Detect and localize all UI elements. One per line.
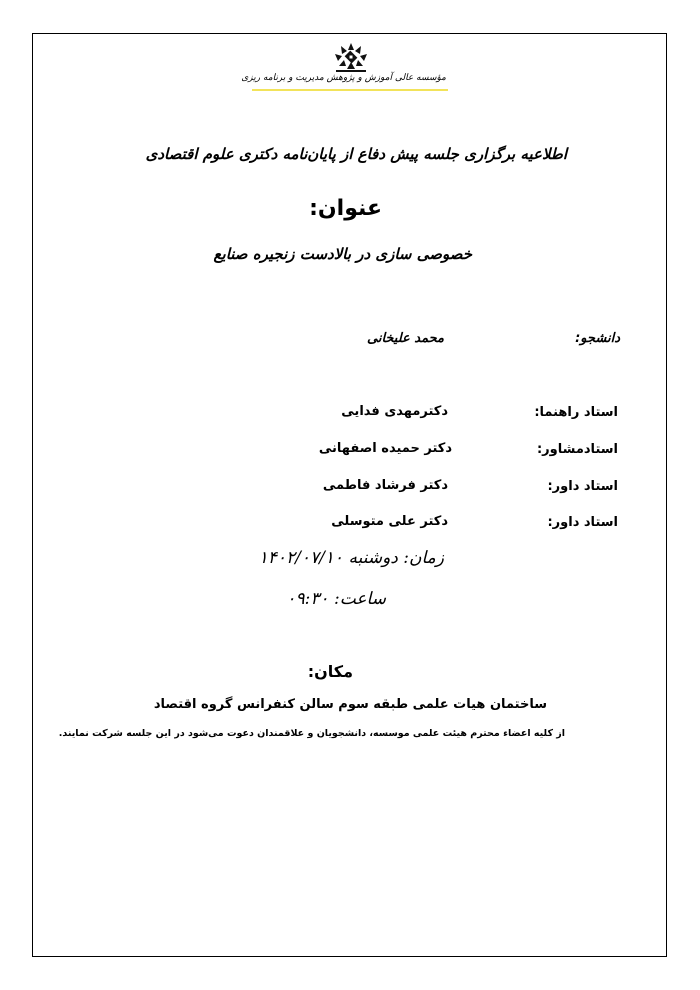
supervisor-label: استاد راهنما: <box>534 405 618 420</box>
examiner-2-label: استاد داور: <box>547 515 618 530</box>
advisor-label: استادمشاور: <box>536 442 618 457</box>
page-border <box>32 33 667 957</box>
thesis-title: خصوصی سازی در بالادست زنجیره صنایع <box>213 245 472 263</box>
examiner-1-label: استاد داور: <box>547 479 618 494</box>
logo-underline <box>252 89 448 91</box>
venue-label: مکان: <box>307 662 353 681</box>
announcement-headline: اطلاعیه برگزاری جلسه پیش دفاع از پایان‌نامه دکتری علوم اقتصادی <box>145 145 567 163</box>
student-name: محمد علیخانی <box>366 331 444 346</box>
institute-name: مؤسسه عالی آموزش و پژوهش مدیریت و برنامه ریزی <box>241 73 446 83</box>
venue-place: ساختمان هیات علمی طبقه سوم سالن کنفرانس گروه اقتصاد <box>153 697 547 712</box>
defense-time: ساعت: ۰۹:۳۰ <box>286 589 386 609</box>
advisor-name: دکتر حمیده اصفهانی <box>318 441 452 456</box>
student-label: دانشجو: <box>575 331 620 346</box>
institute-emblem-icon <box>332 42 370 74</box>
invitation-note: از کلیه اعضاء محترم هیئت علمی موسسه، دانشجویان و علاقمندان دعوت می‌شود در این جلسه شرکت نمایند. <box>58 728 565 739</box>
examiner-1-name: دکتر فرشاد فاطمی <box>322 478 448 493</box>
institute-logo <box>241 42 448 92</box>
title-label: عنوان: <box>309 196 382 221</box>
examiner-2-name: دکتر علی متوسلی <box>331 514 448 529</box>
supervisor-name: دکترمهدی فدایی <box>341 404 448 419</box>
defense-date: زمان: دوشنبه ۱۴۰۲/۰۷/۱۰ <box>258 548 444 568</box>
